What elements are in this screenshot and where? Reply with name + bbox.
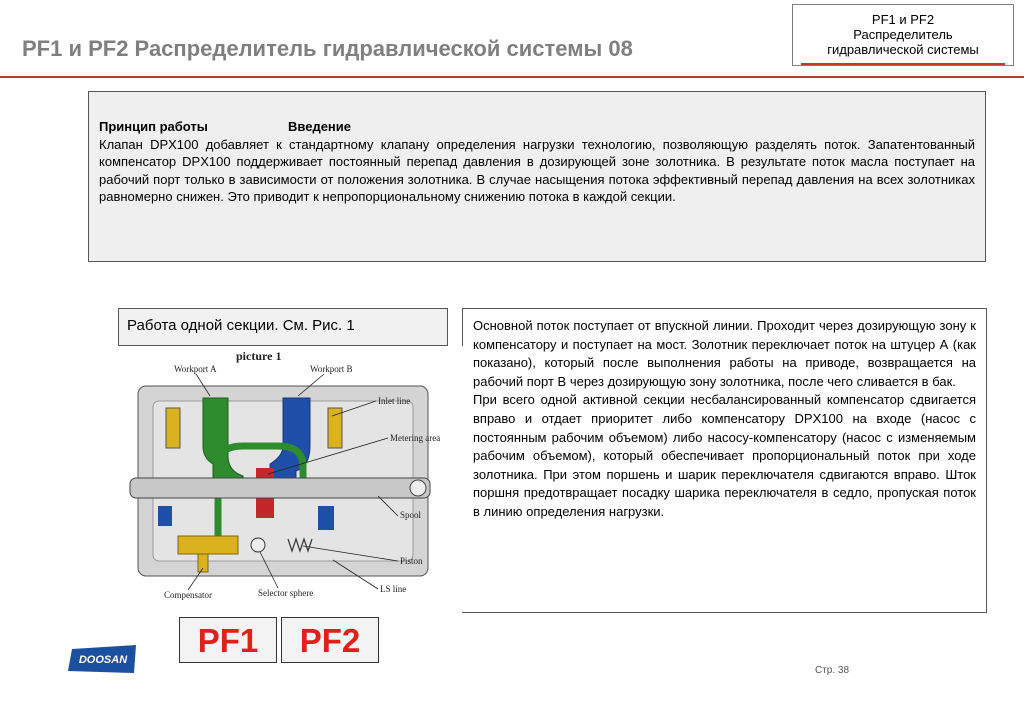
label-ls-line: LS line xyxy=(380,584,407,594)
compensator-stem xyxy=(198,554,208,572)
figure-caption: picture 1 xyxy=(236,349,282,363)
compensator-body xyxy=(178,536,238,554)
section-label: Работа одной секции. См. Рис. 1 xyxy=(118,308,448,346)
intro-heading-right: Введение xyxy=(288,119,351,134)
corner-line-1: PF1 и PF2 xyxy=(871,12,935,27)
corner-line-3: гидравлической системы xyxy=(827,42,979,57)
corner-line-2: Распределитель xyxy=(853,27,953,42)
description-paragraph-2: При всего одной активной секции несбалансированный компенсатор сдвигается вправо и отдает приоритет либо компенсатору DPX100 на входе (насос с постоянным рабочим объемом) либо насосу-компенсатору (насос с изменяемым рабочим объемом), который обеспечивает пропорциональный поток при ходе золотника. При этом поршень и шарик переключателя сдвигаются вправо. Шток поршня предотвращает посадку шарика переключателя в седло, пропуская поток в линию определения нагрузки. xyxy=(473,392,976,519)
label-inlet-line: Inlet line xyxy=(378,396,411,406)
intro-heading-left: Принцип работы xyxy=(99,119,208,134)
intro-heading xyxy=(99,118,975,136)
label-selector-sphere: Selector sphere xyxy=(258,588,314,598)
description-paragraph-1: Основной поток поступает от впускной линии. Проходит через дозирующую зону к компенсатору и поступает на мост. Золотник переключает поток на штуцер А (как показано), который после выполнения работы на приводе, возвращается на рабочий порт В через дозирующую зону золотника, после чего сливается в бак. xyxy=(473,318,976,389)
intro-box xyxy=(88,91,986,262)
left-relief-plug xyxy=(166,408,180,448)
right-relief-plug xyxy=(328,408,342,448)
intro-text: Клапан DPX100 добавляет к стандартному клапану определения нагрузки технологию, позволяющую разделять поток. Запатентованный компенсатор DPX100 поддерживает постоянный перепад давления в дозирующей зоне золотника. В результате поток масла поступает на рабочий порт только в зависимости от положения золотника. В случае насыщения потока эффективный перепад давления на всех золотниках равномерно снижен. Это приводит к непропорциональному снижению потока в каждой секции. xyxy=(99,136,975,204)
valve-diagram xyxy=(118,346,464,612)
logo-text: DOOSAN xyxy=(78,654,128,666)
description-box xyxy=(462,308,987,613)
title-divider xyxy=(0,76,1024,78)
label-metering-area: Metering area xyxy=(390,433,441,443)
page-title: PF1 и PF2 Распределитель гидравлической системы 08 xyxy=(22,36,633,61)
left-blue-port xyxy=(158,506,172,526)
doosan-logo xyxy=(66,643,140,675)
spool-end xyxy=(410,480,426,496)
label-piston: Piston xyxy=(400,556,423,566)
page-number: Стр. 38 xyxy=(815,665,850,676)
pf1-label: PF1 xyxy=(179,617,277,663)
corner-underline xyxy=(801,63,1005,65)
pf2-label: PF2 xyxy=(281,617,379,663)
label-workport-a: Workport A xyxy=(174,364,217,374)
corner-title-box xyxy=(792,4,1014,66)
label-spool: Spool xyxy=(400,510,422,520)
label-workport-b: Workport B xyxy=(310,364,353,374)
label-compensator: Compensator xyxy=(164,590,212,600)
spool xyxy=(130,478,430,498)
selector-sphere xyxy=(251,538,265,552)
right-blue-port xyxy=(318,506,334,530)
